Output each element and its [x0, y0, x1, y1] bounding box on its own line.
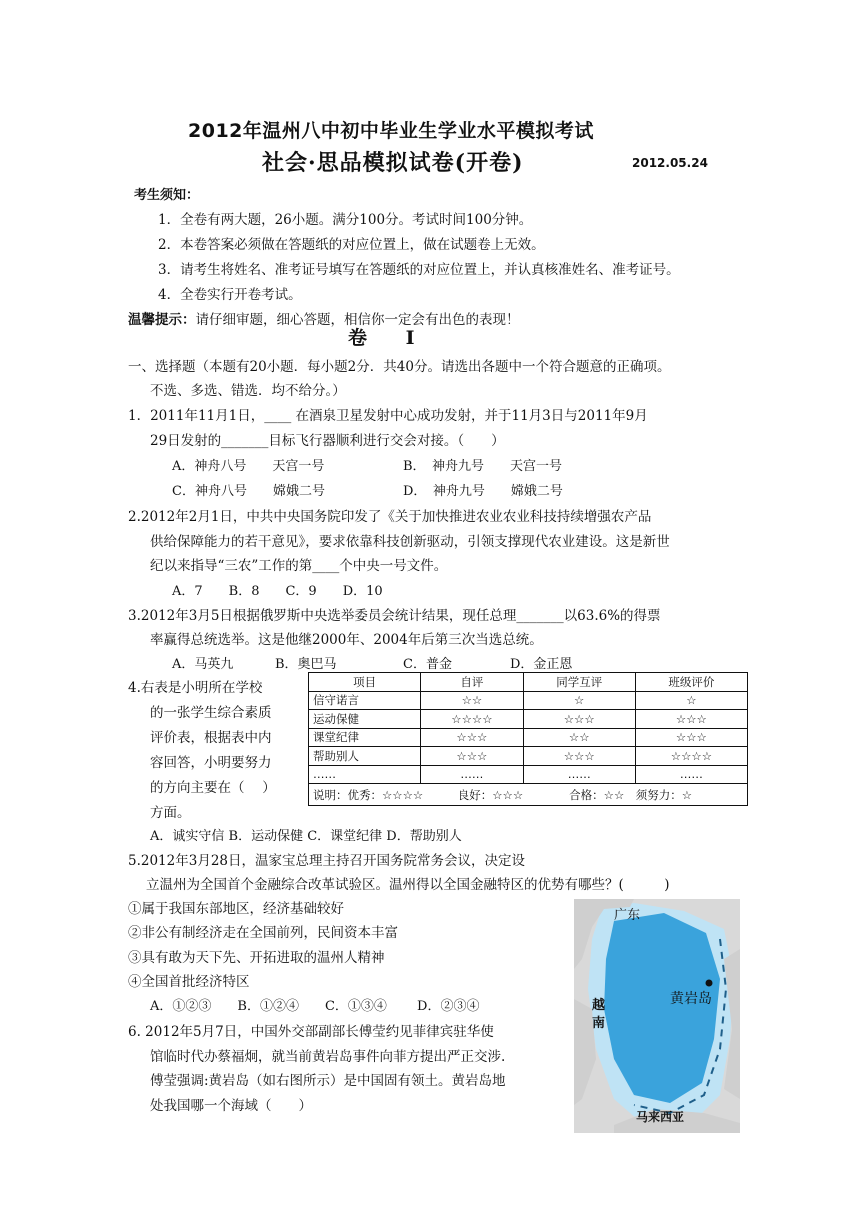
question-1-option-d: D． 神舟九号 嫦娥二号: [403, 484, 563, 499]
table-cell: 运动保健: [309, 710, 421, 729]
question-5-text: 5.2012年3月28日，温家宝总理主持召开国务院常务会议，决定设: [128, 853, 526, 869]
tip-line: [128, 308, 520, 328]
table-cell: ☆☆: [523, 728, 635, 747]
table-cell: ……: [309, 765, 421, 784]
table-cell: ☆☆☆: [421, 747, 523, 766]
section-intro: 一、选择题（本题有20小题．每小题2分．共40分。请选出各题中一个符合题意的正确项。: [128, 359, 671, 375]
huangyan-island-marker: [706, 980, 713, 987]
question-1-text: 29日发射的_______目标飞行器顺利进行交会对接。（ ）: [150, 433, 505, 449]
table-legend-row: [309, 784, 748, 806]
tip-text: 请仔细审题，细心答题，相信你一定会有出色的表现！: [195, 312, 520, 328]
question-2-text: 2.2012年2月1日，中共中央国务院印发了《关于加快推进农业农业科技持续增强农产品: [128, 509, 652, 525]
question-5-options: A．①②③ B．①②④ C．①③④ D．②③④: [150, 999, 480, 1014]
section-label: 卷 Ⅰ: [348, 327, 431, 349]
table-cell: ☆☆☆: [421, 728, 523, 747]
table-cell: ☆☆☆: [635, 728, 747, 747]
table-row: [309, 710, 748, 729]
question-5-item: ④全国首批经济特区: [128, 974, 250, 990]
question-6-text: 处我国哪一个海域（ ）: [150, 1098, 312, 1114]
table-cell: ☆☆: [421, 691, 523, 710]
table-row: [309, 691, 748, 710]
question-5-item: ③具有敢为天下先、开拓进取的温州人精神: [128, 950, 385, 966]
question-4-text: 的一张学生综合素质: [150, 705, 272, 721]
map-label-guangdong: 广东: [614, 908, 641, 923]
table-cell: ☆: [523, 691, 635, 710]
tip-label: 温馨提示：: [128, 312, 196, 328]
question-5-text: 立温州为全国首个金融综合改革试验区。温州得以全国金融特区的优势有哪些？( ): [146, 877, 670, 893]
question-1-text: 1．2011年11月1日，____ 在酒泉卫星发射中心成功发射，并于11月3日与2011年9月: [128, 408, 648, 424]
table-header-cell: 项目: [309, 673, 421, 692]
table-cell: ☆☆☆☆: [635, 747, 747, 766]
table-cell: ……: [421, 765, 523, 784]
table-cell: ☆☆☆: [523, 747, 635, 766]
question-1-option-c: C．神舟八号 嫦娥二号: [172, 484, 325, 499]
question-4-text: 的方向主要在（ ）: [150, 780, 276, 796]
notice-item: 2．本卷答案必须做在答题纸的对应位置上，做在试题卷上无效。: [158, 237, 545, 253]
table-header-cell: 班级评价: [635, 673, 747, 692]
exam-date: 2012.05.24: [632, 156, 708, 170]
notice-item: 4．全卷实行开卷考试。: [158, 287, 302, 303]
question-3-text: 3.2012年3月5日根据俄罗斯中央选举委员会统计结果，现任总理_______以63.6%的得票: [128, 608, 661, 624]
question-6-text: 6. 2012年5月7日，中国外交部副部长傅莹约见菲律宾驻华使: [128, 1024, 494, 1040]
south-china-sea-map: [574, 899, 740, 1133]
question-1-option-b: B． 神舟九号 天宫一号: [403, 459, 563, 474]
map-graphic: [574, 899, 740, 1133]
question-4-text: 容回答，小明要努力: [150, 755, 272, 771]
table-cell: ☆☆☆: [523, 710, 635, 729]
table-legend: 说明：优秀：☆☆☆☆ 良好：☆☆☆ 合格：☆☆ 须努力：☆: [309, 784, 748, 806]
notice-heading: 考生须知：: [134, 188, 200, 203]
evaluation-table: [308, 672, 748, 806]
question-6-text: 馆临时代办蔡福炯，就当前黄岩岛事件向菲方提出严正交涉.: [150, 1049, 506, 1065]
question-1-option-a: A．神舟八号 天宫一号: [172, 459, 325, 474]
notice-item: 3．请考生将姓名、准考证号填写在答题纸的对应位置上，并认真核准姓名、准考证号。: [158, 262, 680, 278]
question-5-item: ②非公有制经济走在全国前列，民间资本丰富: [128, 925, 398, 941]
map-label-huangyan: 黄岩岛: [670, 991, 712, 1007]
table-cell: 课堂纪律: [309, 728, 421, 747]
map-label-malaysia: 马来西亚: [636, 1110, 685, 1124]
table-header-cell: 自评: [421, 673, 523, 692]
table-cell: ☆: [635, 691, 747, 710]
table-cell: ……: [523, 765, 635, 784]
question-3-option-c: C．普金: [403, 657, 452, 672]
notice-item: 1．全卷有两大题，26小题。满分100分。考试时间100分钟。: [158, 212, 533, 228]
table-row: [309, 728, 748, 747]
table-header-row: [309, 673, 748, 692]
question-4-text: 4.右表是小明所在学校: [128, 680, 263, 696]
table-cell: ……: [635, 765, 747, 784]
question-4-text: 方面。: [150, 805, 191, 821]
question-6-text: 傅莹强调:黄岩岛（如右图所示）是中国固有领土。黄岩岛地: [150, 1073, 506, 1089]
question-2-options: A．7 B．8 C．9 D．10: [172, 584, 383, 599]
map-label-yue: 越: [592, 998, 606, 1013]
table-cell: 信守诺言: [309, 691, 421, 710]
exam-subtitle: 社会·思品模拟试卷(开卷): [262, 150, 524, 176]
question-3-option-d: D．金正恩: [510, 657, 573, 672]
table-cell: 帮助别人: [309, 747, 421, 766]
map-label-nan: 南: [592, 1016, 606, 1031]
table-cell: ☆☆☆☆: [421, 710, 523, 729]
question-3-text: 率赢得总统选举。这是他继2000年、2004年后第三次当选总统。: [150, 632, 543, 648]
table-cell: ☆☆☆: [635, 710, 747, 729]
question-2-text: 纪以来指导“三农”工作的第____个中央一号文件。: [150, 558, 448, 574]
table-row: [309, 765, 748, 784]
question-3-option-b: B．奥巴马: [275, 657, 337, 672]
table-header-cell: 同学互评: [523, 673, 635, 692]
question-5-item: ①属于我国东部地区，经济基础较好: [128, 901, 344, 917]
question-4-options: A．诚实守信 B．运动保健 C．课堂纪律 D．帮助别人: [150, 829, 462, 844]
exam-title: 2012年温州八中初中毕业生学业水平模拟考试: [188, 120, 594, 142]
question-4-text: 评价表，根据表中内: [150, 730, 272, 746]
table-row: [309, 747, 748, 766]
question-2-text: 供给保障能力的若干意见》，要求依靠科技创新驱动，引领支撑现代农业建设。这是新世: [150, 534, 670, 550]
question-3-option-a: A．马英九: [172, 657, 234, 672]
section-intro: 不选、多选、错选．均不给分。）: [150, 383, 346, 399]
